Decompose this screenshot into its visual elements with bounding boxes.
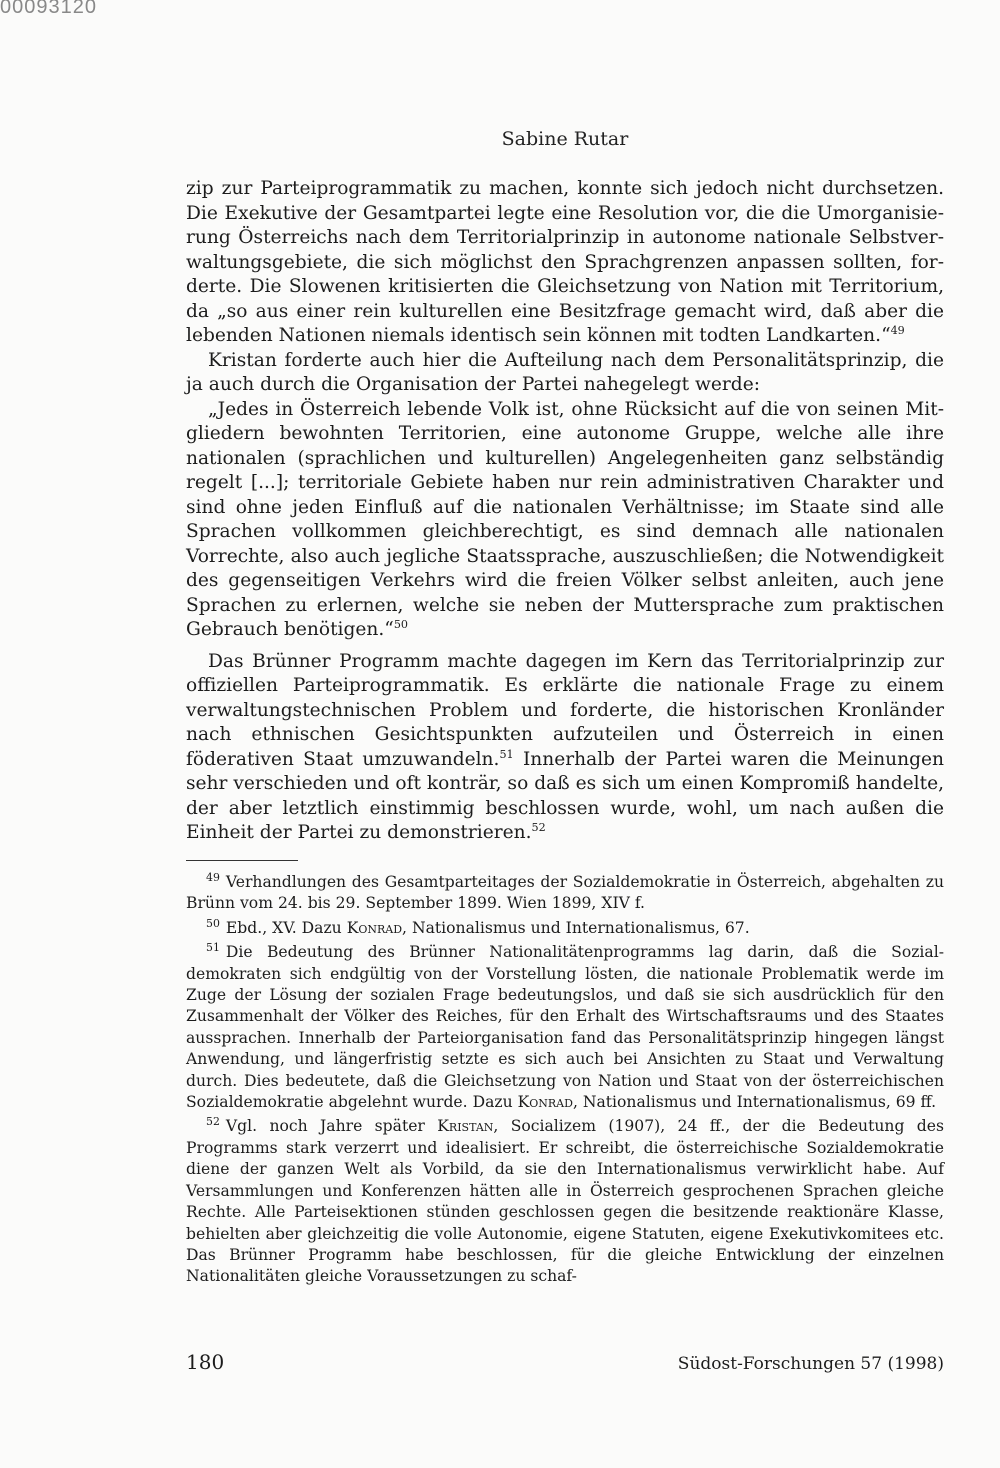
footnote-text: Verhandlungen des Gesamtparteitages der Sozialdemokratie in Österreich, abgehalten zu Brünn vom 24. bis 29. September 1899. Wien 1899, XIV f. bbox=[186, 873, 944, 913]
footnote-text: , Nationalismus und Internationalismus, 69 ff. bbox=[572, 1093, 937, 1112]
footnote-ref: 51 bbox=[499, 747, 514, 761]
footnote-text: Die Bedeutung des Brünner Nationalitätenprogramms lag darin, daß die Sozialdemokraten sich endgültig von der Vorstellung lösten, die nationale Problematik werde im Zuge der Lösung der sozialen Frage bedeutungslos, und daß sie sich ausdrücklich für den Zusammenhalt der Völker des Reiches, für den Erhalt des Wirtschaftsraums und des Staates aussprachen. Innerhalb der Parteiorganisation fand das Personalitätsprinzip hingegen längst Anwendung, und längerfristig setzte es sich auch bei Ansichten zu Staat und Verwaltung durch. Dies bedeutete, daß die Gleichsetzung von Nation und Staat von der österreichischen Sozialdemokratie abgelehnt wurde. Dazu bbox=[186, 943, 944, 1112]
footnote-text: , Nationalismus und Internationalismus, 67. bbox=[402, 918, 750, 937]
footnote bbox=[186, 942, 944, 1113]
footnote bbox=[186, 918, 944, 939]
footnote-text: Vgl. noch Jahre später bbox=[225, 1117, 438, 1136]
author-name: Konrad bbox=[346, 918, 403, 937]
footnote bbox=[186, 872, 944, 915]
archive-stamp: 00093120 bbox=[0, 0, 97, 18]
footnote-text: Ebd., XV. Dazu bbox=[225, 918, 347, 937]
footnote-number: 52 bbox=[206, 1115, 220, 1129]
footnote-ref: 50 bbox=[393, 617, 409, 631]
footnote-number: 49 bbox=[206, 870, 220, 884]
footnote-number: 50 bbox=[206, 916, 220, 930]
page-number: 180 bbox=[186, 1350, 225, 1374]
journal-citation: Südost-Forschungen 57 (1998) bbox=[677, 1354, 944, 1374]
footnote-ref: 49 bbox=[890, 323, 905, 337]
paragraph bbox=[186, 349, 944, 398]
running-header: Sabine Rutar bbox=[501, 128, 629, 150]
paragraph bbox=[186, 177, 944, 349]
footnote-ref: 52 bbox=[531, 820, 546, 834]
footnotes bbox=[186, 872, 944, 1291]
footnote-number: 51 bbox=[206, 941, 220, 955]
footnote bbox=[186, 1116, 944, 1287]
paragraph-text: Das Brünner Programm machte dagegen im Kern das Territorialprinzip zur offiziellen Parteiprogrammatik. Es erklärte die nationale Frage zu einem verwaltungstechnischen Problem und forderte, die historischen Kronländer nach ethnischen Gesichtspunkten aufzuteilen und Österreich in einen föderativen Staat umzuwandeln. bbox=[186, 650, 944, 770]
footnote-rule bbox=[186, 860, 298, 861]
paragraph-text: Kristan forderte auch hier die Aufteilung nach dem Personalitätsprinzip, die ja auch durch die Organisation der Partei nahegelegt werde: bbox=[186, 349, 944, 395]
main-text bbox=[186, 177, 944, 846]
author-name: Kristan bbox=[437, 1117, 494, 1136]
paragraph-text: zip zur Parteiprogrammatik zu machen, konnte sich jedoch nicht durchsetzen. Die Exekutive der Gesamtpartei legte eine Resolution vor, die die Umorganisierung Österreichs nach dem Territorialprinzip in autonome nationale Selbstverwaltungsgebiete, die sich möglichst den Sprachgrenzen anpassen sollten, forderte. Die Slowenen kritisierten die Gleichsetzung von Nation mit Territorium, da „so aus einer rein kulturellen eine Besitzfrage gemacht wird, daß aber die lebenden Nationen niemals identisch sein können mit todten Landkarten.“ bbox=[186, 178, 944, 346]
paragraph bbox=[186, 650, 944, 846]
footnote-text: , Socializem (1907), 24 ff., der die Bedeutung des Programms stark verzerrt und idealisiert. Er schreibt, die österreichische Sozialdemokratie diene der ganzen Welt als Vorbild, da sie den Internationalismus verwirklicht habe. Auf Versammlungen und Konferenzen hätten alle in Österreich gesprochenen Sprachen gleiche Rechte. Alle Parteisektionen stünden geschlossen gegen die besitzende reaktionäre Klasse, behielten aber gleichzeitig die volle Autonomie, eigene Statuten, eigene Exekutivkomitees etc. Das Brünner Programm habe beschlossen, für die gleiche Entwicklung der einzelnen Nationalitäten gleiche Voraussetzungen zu schaf- bbox=[186, 1117, 945, 1286]
author-name: Konrad bbox=[517, 1093, 573, 1112]
quote-text: „Jedes in Österreich lebende Volk ist, ohne Rücksicht auf die von seinen Mitgliedern bewohnten Territorien, eine autonome Gruppe, welche alle ihre nationalen (sprachlichen und kulturellen) Angelegenheiten ganz selbständig regelt [...]; territoriale Gebiete haben nur rein administrativen Charakter und sind ohne jeden Einfluß auf die nationalen Verhältnisse; im Staate sind alle Sprachen vollkommen gleichberechtigt, es sind demnach alle nationalen Vorrechte, also auch jegliche Staatssprache, auszuschließen; die Notwendigkeit des gegenseitigen Verkehrs wird die freien Völker selbst anleiten, auch jene Sprachen zu erlernen, welche sie neben der Muttersprache zum praktischen Gebrauch benötigen.“ bbox=[186, 398, 944, 640]
paragraph-text: Innerhalb der Partei waren die Meinungen sehr verschieden und oft konträr, so daß es sich um einen Kompromiß handelte, der aber letztlich einstimmig beschlossen wurde, wohl, um nach außen die Einheit der Partei zu demonstrieren. bbox=[186, 748, 944, 843]
block-quote bbox=[186, 398, 944, 643]
